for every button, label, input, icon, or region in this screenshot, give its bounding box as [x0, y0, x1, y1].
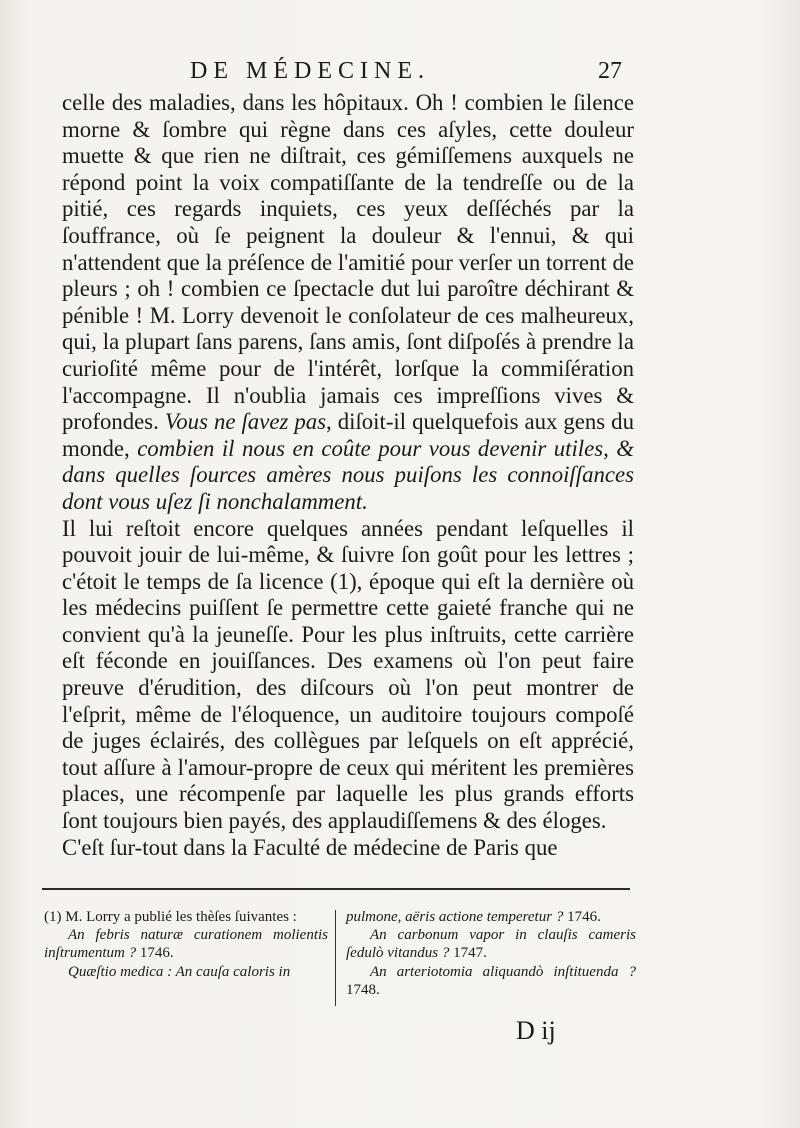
paragraph-italic-text: combien il nous en coûte pour vous devenir utiles, & dans quelles ſources amères nous puiſons les connoiſſances dont vous uſez ſi nonchalamment. — [62, 435, 634, 514]
footnote-entry — [346, 926, 636, 962]
signature-mark: D ij — [516, 1016, 556, 1045]
paragraph-text: C'eſt ſur-tout dans la Faculté de médecine de Paris que — [62, 834, 558, 860]
footnote-text: (1) M. Lorry a publié les thèſes ſuivantes : — [44, 909, 297, 925]
paragraph-text: celle des maladies, dans les hôpitaux. Oh ! combien le ſilence morne & ſombre qui règne dans ces aſyles, cette douleur muette & que rien ne diſtrait, ces gémiſſemens auxquels ne répond point la voix compatiſſante de la tendreſſe ou de la pitié, ces regards inquiets, ces yeux deſſéchés par la ſouffrance, où ſe peignent la douleur & l'ennui, & qui n'attendent que la préſence de l'amitié pour verſer un torrent de pleurs ; oh ! combien ce ſpectacle dut lui paroître déchirant & pénible ! M. Lorry devenoit le conſolateur de ces malheureux, qui, la plupart ſans parens, ſans amis, ſont diſpoſés à prendre la curioſité même pour de l'intérêt, lorſque la commiſération l'accompagne. Il n'oublia jamais ces impreſſions vives & profondes. — [62, 90, 634, 435]
footnote-separator — [42, 888, 630, 890]
body-text — [62, 90, 634, 861]
footnote-entry — [346, 908, 636, 926]
footnote-entry — [44, 908, 328, 926]
footnote-column-left — [44, 908, 328, 981]
paragraph-2 — [62, 516, 634, 835]
footnote-column-divider — [335, 910, 336, 1006]
footnote-entry — [346, 963, 636, 999]
paragraph-italic-text: Vous ne ſavez pas — [164, 409, 326, 435]
footnote-italic-text: Quæſtio medica : An cauſa caloris in — [68, 963, 291, 980]
running-title: DE MÉDECINE. — [190, 58, 430, 84]
footnotes — [0, 900, 800, 1010]
page-number: 27 — [598, 58, 622, 84]
footnote-italic-text: pulmone, aëris actione temperetur ? — [346, 909, 568, 925]
footnote-text: 1747. — [453, 945, 487, 962]
footnote-text: 1746. — [139, 945, 174, 962]
footnote-entry — [44, 926, 328, 962]
paragraph-1 — [62, 90, 634, 516]
footnote-italic-text: An febris naturæ curationem molientis inſtrumentum ? — [44, 927, 328, 962]
footnote-italic-text: An arteriotomia aliquandò inſtituenda ? — [370, 963, 636, 980]
page-header — [0, 58, 800, 90]
footnote-text: 1746. — [567, 909, 601, 925]
footnote-text: 1748. — [346, 981, 380, 998]
footnote-column-right — [346, 908, 636, 999]
footnote-entry — [44, 963, 328, 981]
footnote-italic-text: An carbonum vapor in clauſis cameris ſedulò vitandus ? — [346, 927, 636, 962]
paragraph-3 — [62, 835, 634, 862]
paragraph-text: , diſoit-il quelquefois aux gens du monde, — [62, 409, 634, 461]
paragraph-text: Il lui reſtoit encore quelques années pendant leſquelles il pouvoit jouir de lui-même, & ſuivre ſon goût pour les lettres ; c'étoit le temps de ſa licence (1), époque qui eſt la dernière où les médecins puiſſent ſe permettre cette gaieté franche qui ne convient qu'à la jeuneſſe. Pour les plus inſtruits, cette carrière eſt féconde en jouiſſances. Des examens où l'on peut faire preuve d'érudition, des diſcours où l'on peut montrer de l'eſprit, même de l'éloquence, un auditoire toujours compoſé de juges éclairés, des collègues par leſquels on eſt apprécié, tout aſſure à l'amour-propre de ceux qui méritent les premières places, une récompenſe par laquelle les plus grands efforts ſont toujours bien payés, des applaudiſſemens & des éloges. — [62, 515, 634, 834]
